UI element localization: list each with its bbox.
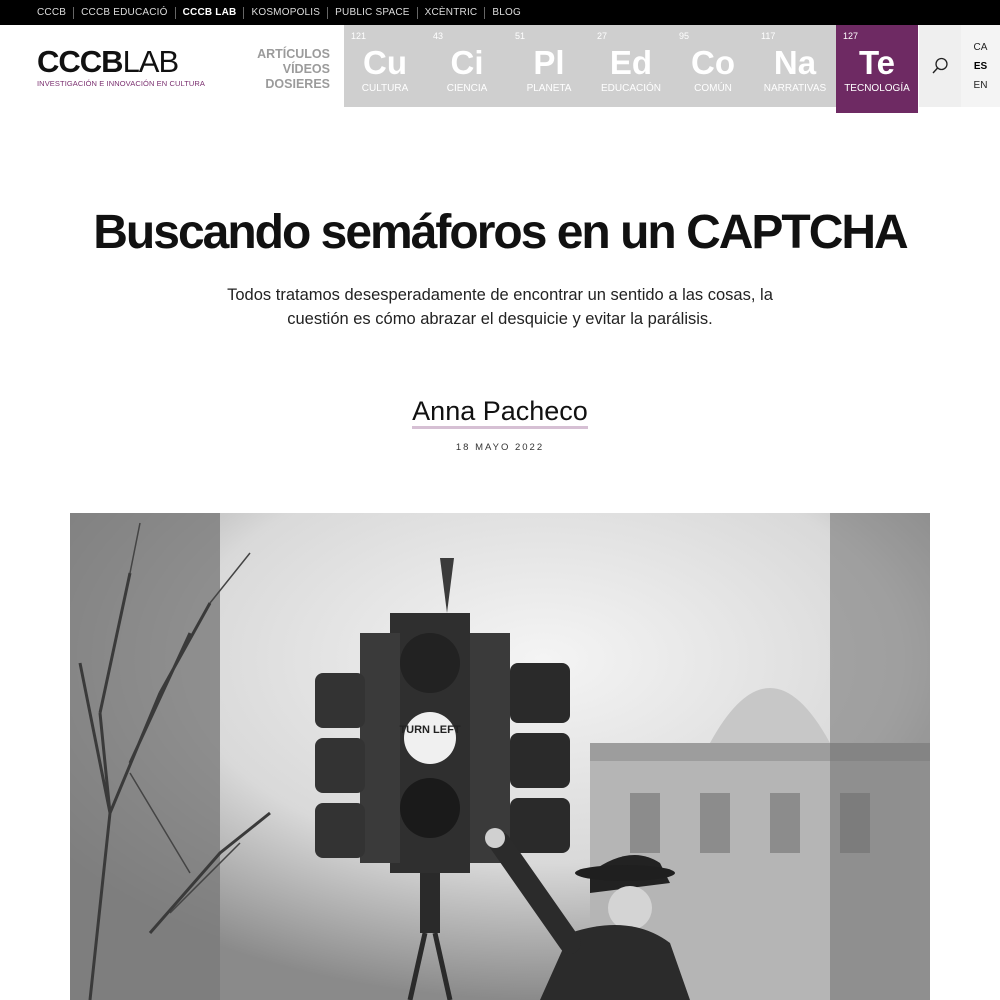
category-name: CIENCIA (446, 83, 488, 94)
category-name: TECNOLOGÍA (844, 83, 910, 94)
author-link[interactable]: Anna Pacheco (412, 396, 588, 429)
hero-photo (70, 513, 930, 1000)
category-comun[interactable] (672, 25, 754, 107)
search-button[interactable] (919, 25, 961, 107)
sign-text: TURN LEFT (399, 724, 461, 736)
topnav-public-space[interactable]: PUBLIC SPACE (327, 7, 416, 19)
category-count: 43 (433, 31, 444, 41)
category-name: NARRATIVAS (763, 83, 827, 94)
category-tecnologia[interactable] (836, 25, 918, 113)
category-count: 127 (843, 31, 859, 41)
lang-ca[interactable]: CA (973, 41, 988, 53)
category-symbol: Ed (609, 44, 653, 81)
lang-es[interactable]: ES (973, 60, 988, 72)
category-count: 121 (351, 31, 367, 41)
search-icon (930, 56, 950, 76)
section-links (250, 47, 330, 92)
language-switcher (961, 25, 1000, 107)
main-header (0, 25, 1000, 113)
category-planeta[interactable] (508, 25, 590, 107)
category-ciencia[interactable] (426, 25, 508, 107)
category-symbol: Te (858, 44, 896, 81)
article-subtitle: Todos tratamos desesperadamente de encontrar un sentido a las cosas, la cuestión es cómo abrazar el desquicie y evitar la parálisis. (227, 286, 773, 328)
topnav-cccb[interactable]: CCCB (37, 6, 67, 18)
category-cultura[interactable] (344, 25, 426, 107)
section-link-dosieres[interactable]: DOSIERES (265, 77, 330, 91)
section-link-videos[interactable]: VÍDEOS (282, 62, 330, 76)
category-count: 51 (515, 31, 526, 41)
topnav-cccb-educacio[interactable]: CCCB EDUCACIÓ (73, 7, 175, 19)
category-name: CULTURA (361, 83, 409, 94)
category-symbol: Na (773, 44, 817, 81)
category-periodic-table (344, 25, 918, 113)
topnav-kosmopolis[interactable]: KOSMOPOLIS (243, 7, 327, 19)
article-title: Buscando semáforos en un CAPTCHA (93, 206, 907, 259)
category-name: EDUCACIÓN (600, 83, 661, 94)
article-author (0, 396, 1000, 426)
category-symbol: Pl (533, 44, 565, 81)
traffic-light-photo-illustration (70, 513, 930, 1000)
top-site-nav (0, 0, 1000, 25)
article-date: 18 MAYO 2022 (455, 442, 545, 453)
category-name: PLANETA (526, 83, 572, 94)
category-symbol: Cu (363, 44, 407, 81)
category-count: 27 (597, 31, 608, 41)
site-logo[interactable] (37, 44, 206, 88)
category-symbol: Co (691, 44, 735, 81)
category-educacion[interactable] (590, 25, 672, 107)
logo-wordmark: CCCBLAB (37, 44, 179, 79)
category-count: 95 (679, 31, 690, 41)
category-count: 117 (761, 31, 776, 41)
topnav-xcentric[interactable]: XCÈNTRIC (417, 7, 485, 19)
lang-en[interactable]: EN (973, 79, 988, 91)
category-name: COMÚN (694, 83, 732, 94)
topnav-cccb-lab[interactable]: CCCB LAB (175, 7, 244, 19)
category-narrativas[interactable] (754, 25, 836, 107)
logo-tagline: INVESTIGACIÓN E INNOVACIÓN EN CULTURA (37, 79, 206, 88)
section-link-articulos[interactable]: ARTÍCULOS (257, 47, 330, 61)
topnav-blog[interactable]: BLOG (484, 7, 528, 19)
category-symbol: Ci (450, 44, 484, 81)
